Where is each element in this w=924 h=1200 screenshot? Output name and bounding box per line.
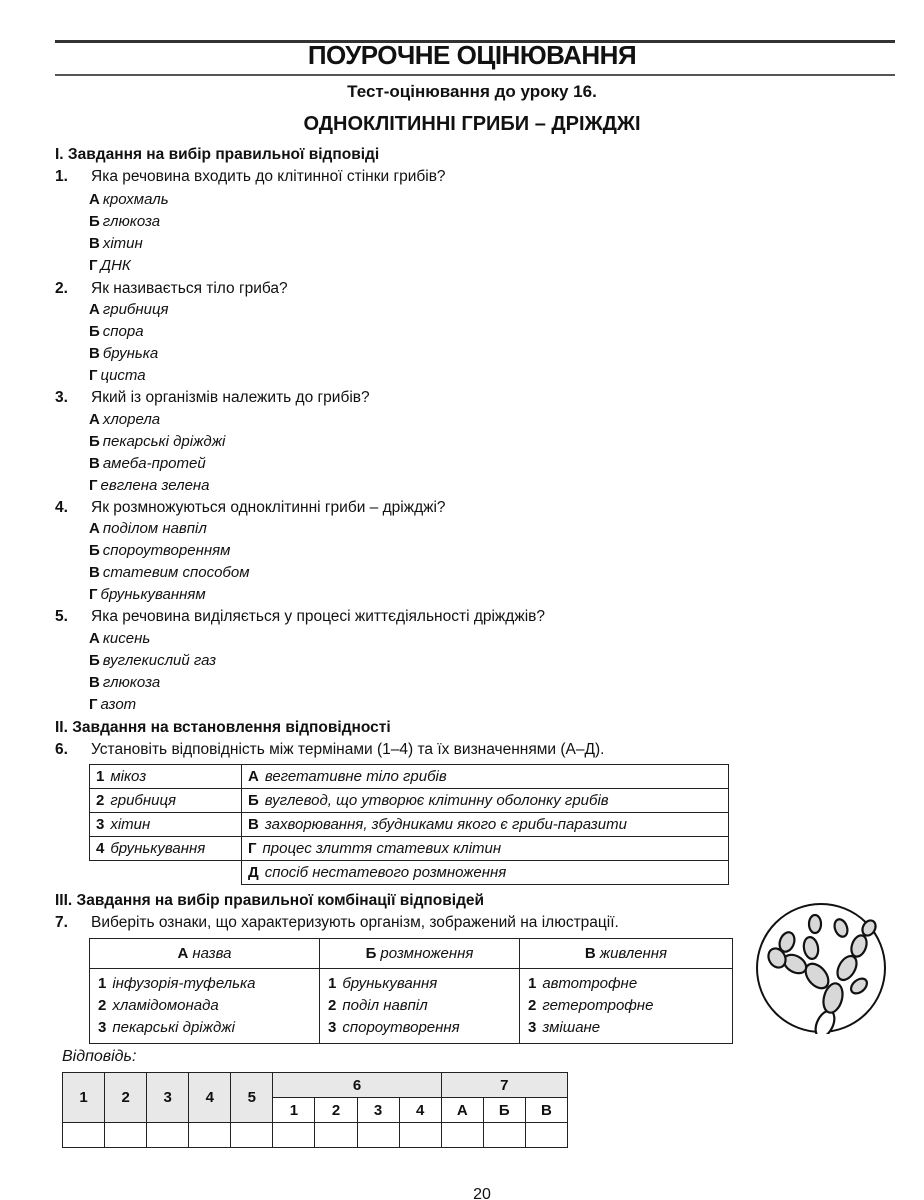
table-row: [90, 813, 729, 837]
question-5: 5. Яка речовина виділяється у процесі життєдіяльності дріжджів?: [55, 608, 546, 625]
q3-option-d: Г евглена зелена: [89, 477, 210, 494]
question-3: 3. Який із організмів належить до грибів?: [55, 389, 370, 406]
answer-sub-7-a: А: [441, 1098, 483, 1123]
section-1-title: І. Завдання на вибір правильної відповіді: [55, 146, 380, 163]
answer-cell[interactable]: [189, 1123, 231, 1148]
q5-option-c: В глюкоза: [89, 674, 161, 691]
answer-sub-6-2: 2: [315, 1098, 357, 1123]
section-2-title: ІІ. Завдання на встановлення відповідності: [55, 719, 391, 736]
q5-option-a: А кисень: [89, 630, 151, 647]
answer-cell[interactable]: [105, 1123, 147, 1148]
answer-header-4: 4: [189, 1073, 231, 1123]
answer-header-7: 7: [441, 1073, 567, 1098]
definition-a: А вегетативне тіло грибів: [242, 765, 729, 789]
combination-table: [89, 938, 733, 1044]
column-c-items: 1 автотрофне 2 гетеротрофне 3 змішане: [520, 969, 733, 1044]
table-row: [90, 765, 729, 789]
definition-c: В захворювання, збудниками якого є гриби-паразити: [242, 813, 729, 837]
term-4: 4 брунькування: [90, 837, 242, 861]
answer-cell[interactable]: [441, 1123, 483, 1148]
column-a-items: 1 інфузорія-туфелька 2 хламідомонада 3 пекарські дріжджі: [90, 969, 320, 1044]
empty-cell: [90, 861, 242, 885]
answer-sub-6-1: 1: [273, 1098, 315, 1123]
q2-option-b: Б спора: [89, 323, 144, 340]
definition-d: Г процес злиття статевих клітин: [242, 837, 729, 861]
answer-sub-6-4: 4: [399, 1098, 441, 1123]
page-number: 20: [473, 1186, 491, 1200]
q4-option-b: Б спороутворенням: [89, 542, 231, 559]
answer-cell[interactable]: [483, 1123, 525, 1148]
answer-label: Відповідь:: [62, 1048, 137, 1065]
answer-input-row[interactable]: [63, 1123, 568, 1148]
column-b-header: Б розмноження: [320, 939, 520, 969]
answer-header-6: 6: [273, 1073, 441, 1098]
answer-cell[interactable]: [147, 1123, 189, 1148]
question-2: 2. Як називається тіло гриба?: [55, 280, 288, 297]
answer-sub-6-3: 3: [357, 1098, 399, 1123]
q2-option-a: А грибниця: [89, 301, 169, 318]
answer-header-3: 3: [147, 1073, 189, 1123]
table-row: [90, 861, 729, 885]
answer-header-1: 1: [63, 1073, 105, 1123]
question-7: 7. Виберіть ознаки, що характеризують організм, зображений на ілюстрації.: [55, 914, 619, 931]
column-a-header: А назва: [90, 939, 320, 969]
table-row: [90, 789, 729, 813]
q1-option-a: А крохмаль: [89, 191, 169, 208]
test-subtitle: Тест-оцінювання до уроку 16.: [347, 82, 597, 101]
answer-cell[interactable]: [273, 1123, 315, 1148]
answer-sub-7-c: В: [525, 1098, 567, 1123]
q1-option-b: Б глюкоза: [89, 213, 161, 230]
q2-option-c: В брунька: [89, 345, 159, 362]
q2-option-d: Г циста: [89, 367, 146, 384]
q3-option-a: А хлорела: [89, 411, 161, 428]
q4-option-c: В статевим способом: [89, 564, 250, 581]
definition-b: Б вуглевод, що утворює клітинну оболонку грибів: [242, 789, 729, 813]
term-1: 1 мікоз: [90, 765, 242, 789]
q4-option-d: Г брунькуванням: [89, 586, 206, 603]
table-header-row: [90, 939, 733, 969]
yeast-illustration: [755, 902, 887, 1034]
q1-option-d: Г ДНК: [89, 257, 131, 274]
q3-option-b: Б пекарські дріжджі: [89, 433, 226, 450]
answer-cell[interactable]: [357, 1123, 399, 1148]
column-b-items: 1 брунькування 2 поділ навпіл 3 спороутворення: [320, 969, 520, 1044]
q5-option-b: Б вуглекислий газ: [89, 652, 217, 669]
table-row: [90, 837, 729, 861]
q1-option-c: В хітин: [89, 235, 143, 252]
answer-sub-7-b: Б: [483, 1098, 525, 1123]
question-4: 4. Як розмножуються одноклітинні гриби – дріжджі?: [55, 499, 446, 516]
answer-header-row: [63, 1073, 568, 1098]
section-3-title: ІІІ. Завдання на вибір правильної комбінації відповідей: [55, 892, 485, 909]
answer-cell[interactable]: [63, 1123, 105, 1148]
column-c-header: В живлення: [520, 939, 733, 969]
question-6: 6. Установіть відповідність між термінами (1–4) та їх визначеннями (А–Д).: [55, 741, 605, 758]
topic-title: ОДНОКЛІТИННІ ГРИБИ – ДРІЖДЖІ: [303, 113, 641, 135]
answer-cell[interactable]: [525, 1123, 567, 1148]
page-title: ПОУРОЧНЕ ОЦІНЮВАННЯ: [307, 40, 637, 70]
question-1: 1. Яка речовина входить до клітинної стінки грибів?: [55, 168, 446, 185]
q3-option-c: В амеба-протей: [89, 455, 206, 472]
definition-e: Д спосіб нестатевого розмноження: [242, 861, 729, 885]
answer-cell[interactable]: [315, 1123, 357, 1148]
matching-table: [89, 764, 729, 885]
answer-header-5: 5: [231, 1073, 273, 1123]
table-row: [90, 969, 733, 1044]
answer-cell[interactable]: [231, 1123, 273, 1148]
answer-cell[interactable]: [399, 1123, 441, 1148]
answer-grid: [62, 1072, 568, 1148]
q5-option-d: Г азот: [89, 696, 137, 713]
term-2: 2 грибниця: [90, 789, 242, 813]
answer-header-2: 2: [105, 1073, 147, 1123]
term-3: 3 хітин: [90, 813, 242, 837]
title-underline: [55, 74, 895, 76]
q4-option-a: А поділом навпіл: [89, 520, 207, 537]
